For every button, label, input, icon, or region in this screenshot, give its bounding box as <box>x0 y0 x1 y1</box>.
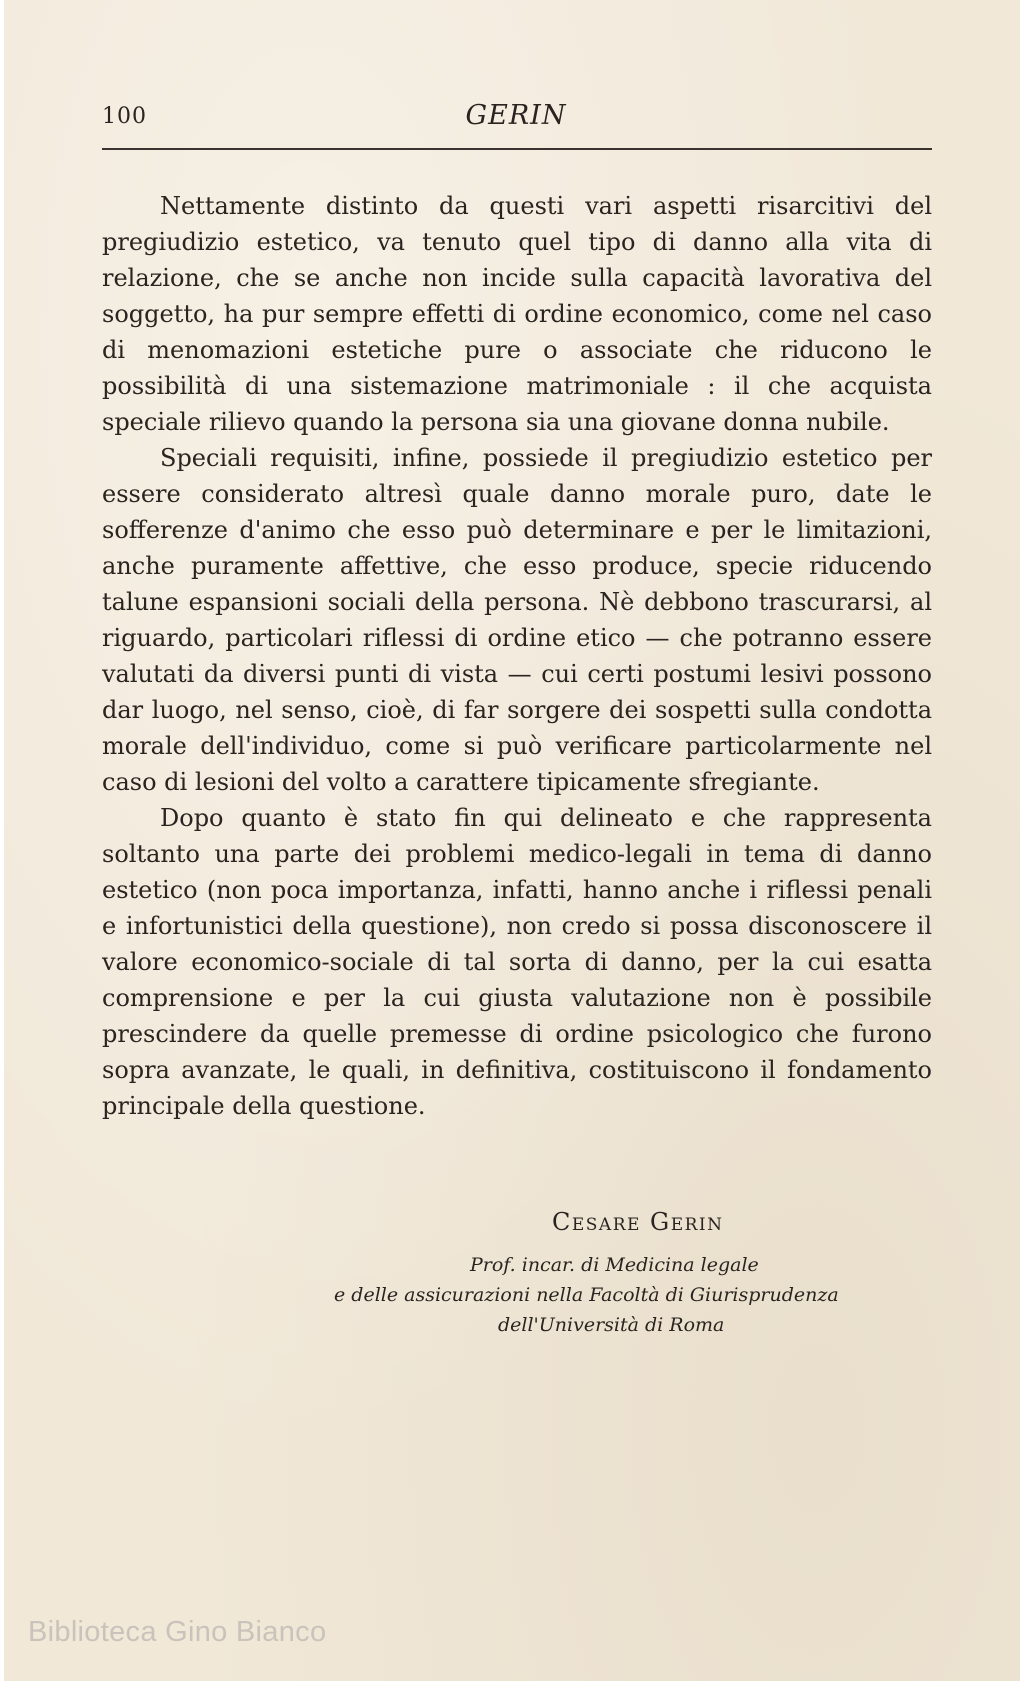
library-watermark: Biblioteca Gino Bianco <box>28 1616 327 1648</box>
page-header <box>102 100 930 136</box>
article-body <box>102 188 932 1124</box>
affiliation-line-3: dell'Università di Roma <box>498 1314 725 1336</box>
paragraph-2: Speciali requisiti, infine, possiede il pregiudizio estetico per essere considerato altresì quale danno morale puro, date le sofferenze d'animo che esso può determinare e per le limitazioni, anche puramente affettive, che esso produce, specie riducendo talune espansioni sociali della persona. Nè debbono trascurarsi, al riguardo, particolari riflessi di ordine etico — che potranno essere valutati da diversi punti di vista — cui certi postumi lesivi possono dar luogo, nel senso, cioè, di far sorgere dei sospetti sulla condotta morale dell'individuo, come si può verificare particolarmente nel caso di lesioni del volto a carattere tipicamente sfregiante. <box>102 444 932 796</box>
affiliation-line-1: Prof. incar. di Medicina legale <box>470 1254 759 1276</box>
affiliation-line-2: e delle assicurazioni nella Facoltà di Giurisprudenza <box>334 1284 839 1306</box>
page-number: 100 <box>102 104 147 129</box>
author-signature: Cesare Gerin <box>552 1208 724 1236</box>
author-affiliation <box>334 1250 934 1340</box>
book-page <box>4 0 1020 1681</box>
header-rule <box>102 148 932 150</box>
paragraph-1: Nettamente distinto da questi vari aspetti risarcitivi del pregiudizio estetico, va tenuto quel tipo di danno alla vita di relazione, che se anche non incide sulla capacità lavorativa del soggetto, ha pur sempre effetti di ordine economico, come nel caso di menomazioni estetiche pure o associate che riducono le possibilità di una sistemazione matrimoniale : il che acquista speciale rilievo quando la persona sia una giovane donna nubile. <box>102 192 932 436</box>
running-head: GERIN <box>465 100 567 131</box>
paragraph-3: Dopo quanto è stato fin qui delineato e che rappresenta soltanto una parte dei problemi medico-legali in tema di danno estetico (non poca importanza, infatti, hanno anche i riflessi penali e infortunistici della questione), non credo si possa disconoscere il valore economico-sociale di tal sorta di danno, per la cui esatta comprensione e per la cui giusta valutazione non è possibile prescindere da quelle premesse di ordine psicologico che furono sopra avanzate, le quali, in definitiva, costituiscono il fondamento principale della questione. <box>102 804 932 1120</box>
